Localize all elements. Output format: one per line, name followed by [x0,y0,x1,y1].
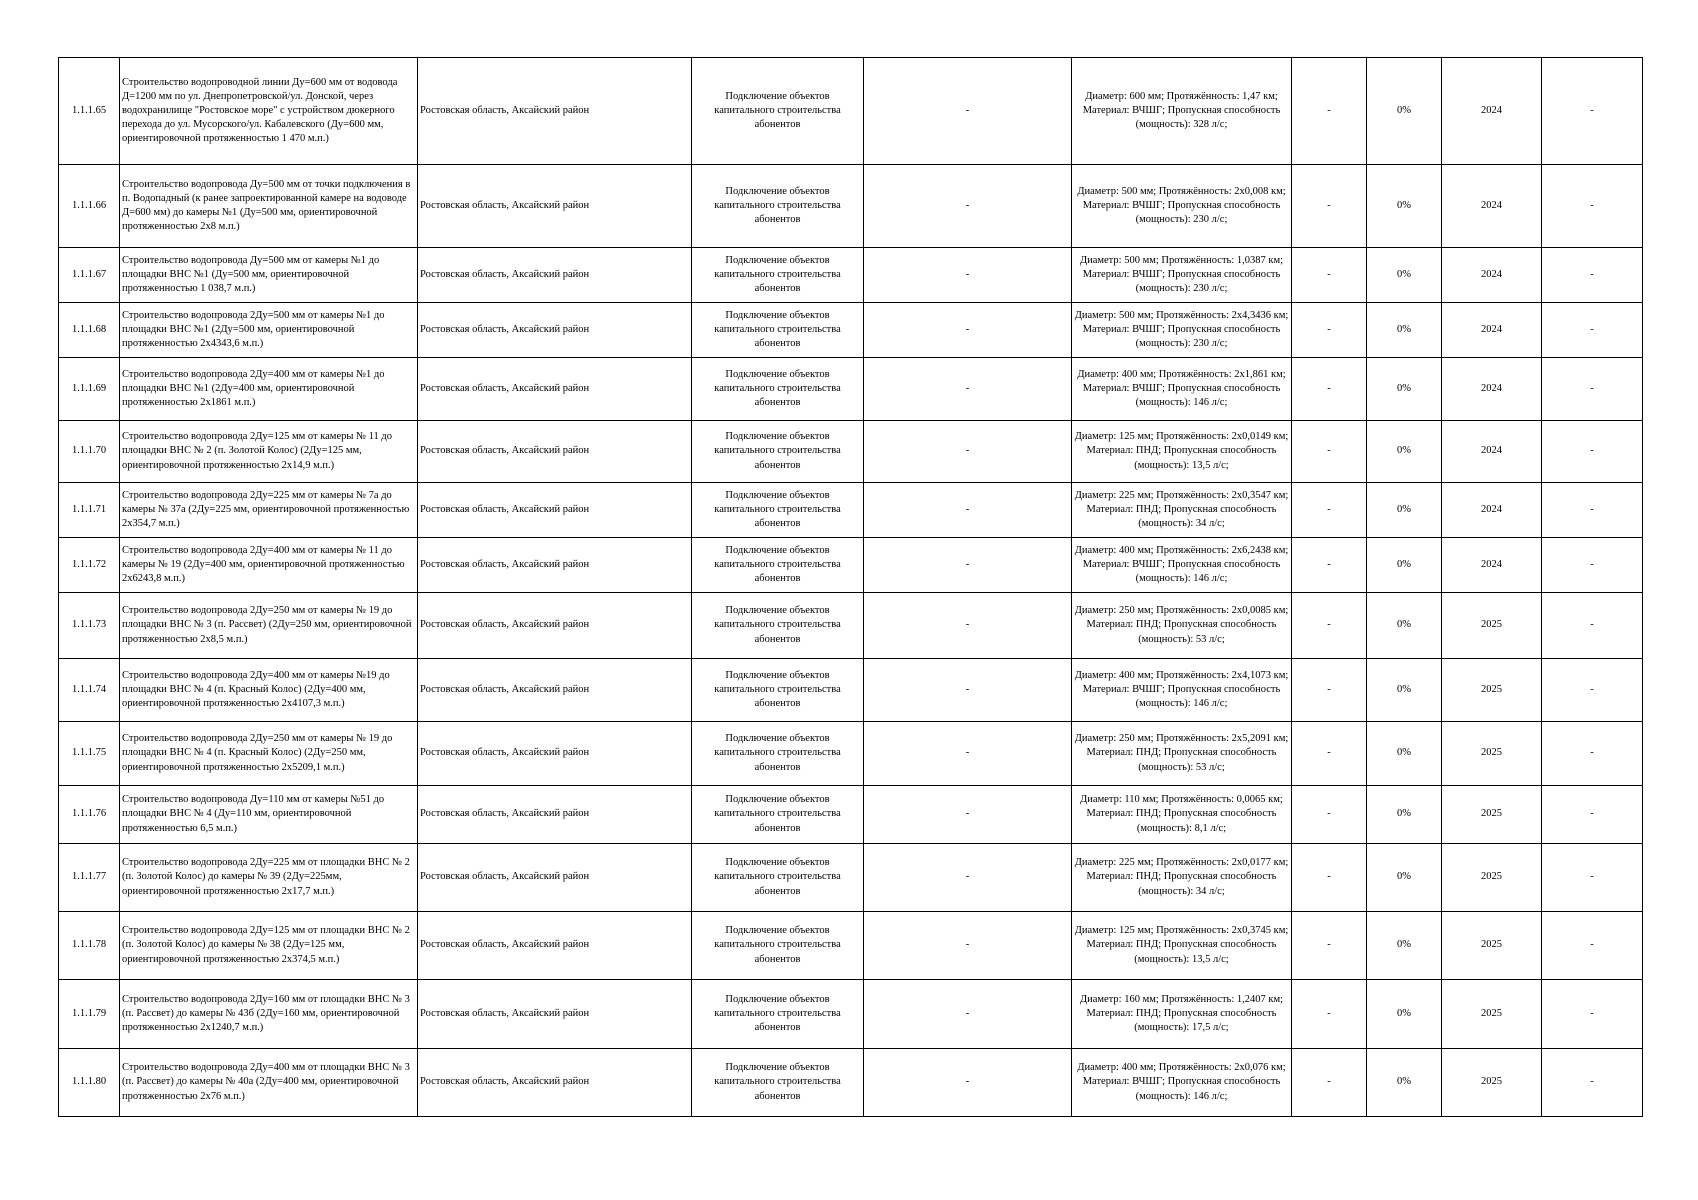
purpose-cell: Подключение объектов капитального строительства абонентов [692,58,864,165]
purpose-cell: Подключение объектов капитального строительства абонентов [692,1049,864,1117]
row-number-cell: 1.1.1.80 [59,1049,120,1117]
project-name-cell: Строительство водопровода 2Ду=225 мм от площадки ВНС № 2 (п. Золотой Колос) до камеры № 39 (2Ду=225мм, ориентировочной протяженностью 2х17,7 м.п.) [120,844,418,912]
row-number-cell: 1.1.1.67 [59,248,120,303]
empty-value-cell: - [1542,483,1643,538]
table-row [59,912,1643,980]
investment-program-table [58,57,1643,1117]
percent-cell: 0% [1367,358,1442,421]
year-cell: 2024 [1442,538,1542,593]
purpose-cell: Подключение объектов капитального строительства абонентов [692,538,864,593]
purpose-cell: Подключение объектов капитального строительства абонентов [692,593,864,659]
purpose-cell: Подключение объектов капитального строительства абонентов [692,912,864,980]
project-name-cell: Строительство водопровода Ду=500 мм от камеры №1 до площадки ВНС №1 (Ду=500 мм, ориентировочной протяженностью 1 038,7 м.п.) [120,248,418,303]
purpose-cell: Подключение объектов капитального строительства абонентов [692,722,864,786]
project-name-cell: Строительство водопроводной линии Ду=600 мм от водовода Д=1200 мм по ул. Днепропетровской/ул. Донской, через водохранилище "Ростовское море" с устройством дюкерного перехода до ул. Мусорского/ул. Кабалевского (Ду=600 мм, ориентировочной протяженностью 1 470 м.п.) [120,58,418,165]
empty-value-cell: - [864,58,1072,165]
percent-cell: 0% [1367,421,1442,483]
project-name-cell: Строительство водопровода 2Ду=250 мм от камеры № 19 до площадки ВНС № 4 (п. Красный Колос) (2Ду=250 мм, ориентировочной протяженностью 2х5209,1 м.п.) [120,722,418,786]
row-number-cell: 1.1.1.75 [59,722,120,786]
specification-cell: Диаметр: 400 мм; Протяжённость: 2х4,1073 км; Материал: ВЧШГ; Пропускная способность (мощность): 146 л/с; [1072,659,1292,722]
percent-cell: 0% [1367,659,1442,722]
year-cell: 2025 [1442,912,1542,980]
project-name-cell: Строительство водопровода 2Ду=125 мм от площадки ВНС № 2 (п. Золотой Колос) до камеры № 38 (2Ду=125 мм, ориентировочной протяженностью 2х374,5 м.п.) [120,912,418,980]
table-row [59,1049,1643,1117]
empty-value-cell: - [1542,58,1643,165]
empty-value-cell: - [864,912,1072,980]
location-cell: Ростовская область, Аксайский район [418,358,692,421]
purpose-cell: Подключение объектов капитального строительства абонентов [692,844,864,912]
year-cell: 2025 [1442,593,1542,659]
specification-cell: Диаметр: 225 мм; Протяжённость: 2х0,3547 км; Материал: ПНД; Пропускная способность (мощность): 34 л/с; [1072,483,1292,538]
empty-value-cell: - [1542,165,1643,248]
year-cell: 2025 [1442,722,1542,786]
project-name-cell: Строительство водопровода 2Ду=400 мм от площадки ВНС № 3 (п. Рассвет) до камеры № 40а (2Ду=400 мм, ориентировочной протяженностью 2х76 м.п.) [120,1049,418,1117]
percent-cell: 0% [1367,980,1442,1049]
specification-cell: Диаметр: 225 мм; Протяжённость: 2х0,0177 км; Материал: ПНД; Пропускная способность (мощность): 34 л/с; [1072,844,1292,912]
empty-value-cell: - [1542,593,1643,659]
year-cell: 2024 [1442,303,1542,358]
empty-value-cell: - [1292,248,1367,303]
empty-value-cell: - [864,483,1072,538]
table-row [59,165,1643,248]
table-row [59,980,1643,1049]
empty-value-cell: - [864,538,1072,593]
percent-cell: 0% [1367,844,1442,912]
row-number-cell: 1.1.1.79 [59,980,120,1049]
row-number-cell: 1.1.1.77 [59,844,120,912]
year-cell: 2025 [1442,980,1542,1049]
row-number-cell: 1.1.1.76 [59,786,120,844]
percent-cell: 0% [1367,483,1442,538]
empty-value-cell: - [1292,912,1367,980]
row-number-cell: 1.1.1.74 [59,659,120,722]
percent-cell: 0% [1367,1049,1442,1117]
table-row [59,722,1643,786]
project-name-cell: Строительство водопровода 2Ду=250 мм от камеры № 19 до площадки ВНС № 3 (п. Рассвет) (2Ду=250 мм, ориентировочной протяженностью 2х8,5 м.п.) [120,593,418,659]
empty-value-cell: - [1292,358,1367,421]
location-cell: Ростовская область, Аксайский район [418,593,692,659]
table-row [59,303,1643,358]
percent-cell: 0% [1367,248,1442,303]
purpose-cell: Подключение объектов капитального строительства абонентов [692,421,864,483]
table-row [59,786,1643,844]
purpose-cell: Подключение объектов капитального строительства абонентов [692,248,864,303]
location-cell: Ростовская область, Аксайский район [418,912,692,980]
empty-value-cell: - [1292,593,1367,659]
row-number-cell: 1.1.1.71 [59,483,120,538]
empty-value-cell: - [1542,538,1643,593]
specification-cell: Диаметр: 400 мм; Протяжённость: 2х0,076 км; Материал: ВЧШГ; Пропускная способность (мощность): 146 л/с; [1072,1049,1292,1117]
percent-cell: 0% [1367,912,1442,980]
location-cell: Ростовская область, Аксайский район [418,58,692,165]
location-cell: Ростовская область, Аксайский район [418,248,692,303]
year-cell: 2024 [1442,58,1542,165]
year-cell: 2025 [1442,659,1542,722]
table-row [59,248,1643,303]
row-number-cell: 1.1.1.66 [59,165,120,248]
percent-cell: 0% [1367,538,1442,593]
percent-cell: 0% [1367,58,1442,165]
empty-value-cell: - [1292,1049,1367,1117]
table-row [59,538,1643,593]
percent-cell: 0% [1367,165,1442,248]
year-cell: 2025 [1442,1049,1542,1117]
percent-cell: 0% [1367,303,1442,358]
location-cell: Ростовская область, Аксайский район [418,722,692,786]
project-name-cell: Строительство водопровода Ду=110 мм от камеры №51 до площадки ВНС № 4 (Ду=110 мм, ориентировочной протяженностью 6,5 м.п.) [120,786,418,844]
project-name-cell: Строительство водопровода 2Ду=160 мм от площадки ВНС № 3 (п. Рассвет) до камеры № 43б (2Ду=160 мм, ориентировочной протяженностью 2х1240,7 м.п.) [120,980,418,1049]
empty-value-cell: - [1292,421,1367,483]
project-name-cell: Строительство водопровода 2Ду=400 мм от камеры №19 до площадки ВНС № 4 (п. Красный Колос) (2Ду=400 мм, ориентировочной протяженностью 2х4107,3 м.п.) [120,659,418,722]
specification-cell: Диаметр: 400 мм; Протяжённость: 2х6,2438 км; Материал: ВЧШГ; Пропускная способность (мощность): 146 л/с; [1072,538,1292,593]
empty-value-cell: - [864,593,1072,659]
year-cell: 2025 [1442,844,1542,912]
year-cell: 2025 [1442,786,1542,844]
specification-cell: Диаметр: 160 мм; Протяжённость: 1,2407 км; Материал: ПНД; Пропускная способность (мощность): 17,5 л/с; [1072,980,1292,1049]
location-cell: Ростовская область, Аксайский район [418,1049,692,1117]
empty-value-cell: - [1292,165,1367,248]
percent-cell: 0% [1367,593,1442,659]
percent-cell: 0% [1367,786,1442,844]
empty-value-cell: - [1542,844,1643,912]
location-cell: Ростовская область, Аксайский район [418,165,692,248]
empty-value-cell: - [864,786,1072,844]
row-number-cell: 1.1.1.73 [59,593,120,659]
specification-cell: Диаметр: 250 мм; Протяжённость: 2х0,0085 км; Материал: ПНД; Пропускная способность (мощность): 53 л/с; [1072,593,1292,659]
empty-value-cell: - [864,980,1072,1049]
year-cell: 2024 [1442,483,1542,538]
specification-cell: Диаметр: 125 мм; Протяжённость: 2х0,0149 км; Материал: ПНД; Пропускная способность (мощность): 13,5 л/с; [1072,421,1292,483]
location-cell: Ростовская область, Аксайский район [418,786,692,844]
table-row [59,483,1643,538]
purpose-cell: Подключение объектов капитального строительства абонентов [692,483,864,538]
table-row [59,659,1643,722]
empty-value-cell: - [1542,722,1643,786]
purpose-cell: Подключение объектов капитального строительства абонентов [692,303,864,358]
empty-value-cell: - [1292,844,1367,912]
table-row [59,844,1643,912]
specification-cell: Диаметр: 110 мм; Протяжённость: 0,0065 км; Материал: ПНД; Пропускная способность (мощность): 8,1 л/с; [1072,786,1292,844]
table-row [59,421,1643,483]
table-row [59,593,1643,659]
table-body [59,58,1643,1117]
empty-value-cell: - [1542,358,1643,421]
empty-value-cell: - [864,844,1072,912]
empty-value-cell: - [864,248,1072,303]
purpose-cell: Подключение объектов капитального строительства абонентов [692,358,864,421]
row-number-cell: 1.1.1.72 [59,538,120,593]
empty-value-cell: - [1542,1049,1643,1117]
row-number-cell: 1.1.1.68 [59,303,120,358]
year-cell: 2024 [1442,165,1542,248]
row-number-cell: 1.1.1.70 [59,421,120,483]
location-cell: Ростовская область, Аксайский район [418,538,692,593]
location-cell: Ростовская область, Аксайский район [418,980,692,1049]
project-name-cell: Строительство водопровода 2Ду=125 мм от камеры № 11 до площадки ВНС № 2 (п. Золотой Колос) (2Ду=125 мм, ориентировочной протяженностью 2х14,9 м.п.) [120,421,418,483]
specification-cell: Диаметр: 600 мм; Протяжённость: 1,47 км; Материал: ВЧШГ; Пропускная способность (мощность): 328 л/с; [1072,58,1292,165]
empty-value-cell: - [864,303,1072,358]
empty-value-cell: - [1292,538,1367,593]
location-cell: Ростовская область, Аксайский район [418,421,692,483]
project-name-cell: Строительство водопровода 2Ду=400 мм от камеры № 11 до камеры № 19 (2Ду=400 мм, ориентировочной протяженностью 2х6243,8 м.п.) [120,538,418,593]
percent-cell: 0% [1367,722,1442,786]
specification-cell: Диаметр: 500 мм; Протяжённость: 2х4,3436 км; Материал: ВЧШГ; Пропускная способность (мощность): 230 л/с; [1072,303,1292,358]
empty-value-cell: - [864,722,1072,786]
location-cell: Ростовская область, Аксайский район [418,659,692,722]
specification-cell: Диаметр: 400 мм; Протяжённость: 2х1,861 км; Материал: ВЧШГ; Пропускная способность (мощность): 146 л/с; [1072,358,1292,421]
empty-value-cell: - [1542,980,1643,1049]
empty-value-cell: - [1542,786,1643,844]
project-name-cell: Строительство водопровода 2Ду=500 мм от камеры №1 до площадки ВНС №1 (2Ду=500 мм, ориентировочной протяженностью 2х4343,6 м.п.) [120,303,418,358]
empty-value-cell: - [1292,58,1367,165]
empty-value-cell: - [1292,659,1367,722]
purpose-cell: Подключение объектов капитального строительства абонентов [692,659,864,722]
row-number-cell: 1.1.1.78 [59,912,120,980]
empty-value-cell: - [1542,421,1643,483]
purpose-cell: Подключение объектов капитального строительства абонентов [692,980,864,1049]
empty-value-cell: - [1542,659,1643,722]
empty-value-cell: - [1542,303,1643,358]
table-row [59,58,1643,165]
empty-value-cell: - [864,165,1072,248]
location-cell: Ростовская область, Аксайский район [418,844,692,912]
project-name-cell: Строительство водопровода Ду=500 мм от точки подключения в п. Водопадный (к ранее запроектированной камере на водоводе Д=600 мм) до камеры №1 (Ду=500 мм, ориентировочной протяженностью 2х8 м.п.) [120,165,418,248]
empty-value-cell: - [864,421,1072,483]
specification-cell: Диаметр: 125 мм; Протяжённость: 2х0,3745 км; Материал: ПНД; Пропускная способность (мощность): 13,5 л/с; [1072,912,1292,980]
location-cell: Ростовская область, Аксайский район [418,483,692,538]
specification-cell: Диаметр: 250 мм; Протяжённость: 2х5,2091 км; Материал: ПНД; Пропускная способность (мощность): 53 л/с; [1072,722,1292,786]
empty-value-cell: - [864,358,1072,421]
row-number-cell: 1.1.1.65 [59,58,120,165]
project-name-cell: Строительство водопровода 2Ду=225 мм от камеры № 7а до камеры № 37а (2Ду=225 мм, ориентировочной протяженностью 2х354,7 м.п.) [120,483,418,538]
year-cell: 2024 [1442,421,1542,483]
empty-value-cell: - [1292,786,1367,844]
year-cell: 2024 [1442,358,1542,421]
empty-value-cell: - [1292,980,1367,1049]
empty-value-cell: - [1292,303,1367,358]
location-cell: Ростовская область, Аксайский район [418,303,692,358]
empty-value-cell: - [864,1049,1072,1117]
empty-value-cell: - [1542,912,1643,980]
empty-value-cell: - [1292,722,1367,786]
year-cell: 2024 [1442,248,1542,303]
empty-value-cell: - [864,659,1072,722]
table-row [59,358,1643,421]
specification-cell: Диаметр: 500 мм; Протяжённость: 1,0387 км; Материал: ВЧШГ; Пропускная способность (мощность): 230 л/с; [1072,248,1292,303]
row-number-cell: 1.1.1.69 [59,358,120,421]
specification-cell: Диаметр: 500 мм; Протяжённость: 2х0,008 км; Материал: ВЧШГ; Пропускная способность (мощность): 230 л/с; [1072,165,1292,248]
purpose-cell: Подключение объектов капитального строительства абонентов [692,786,864,844]
project-name-cell: Строительство водопровода 2Ду=400 мм от камеры №1 до площадки ВНС №1 (2Ду=400 мм, ориентировочной протяженностью 2х1861 м.п.) [120,358,418,421]
empty-value-cell: - [1542,248,1643,303]
empty-value-cell: - [1292,483,1367,538]
purpose-cell: Подключение объектов капитального строительства абонентов [692,165,864,248]
